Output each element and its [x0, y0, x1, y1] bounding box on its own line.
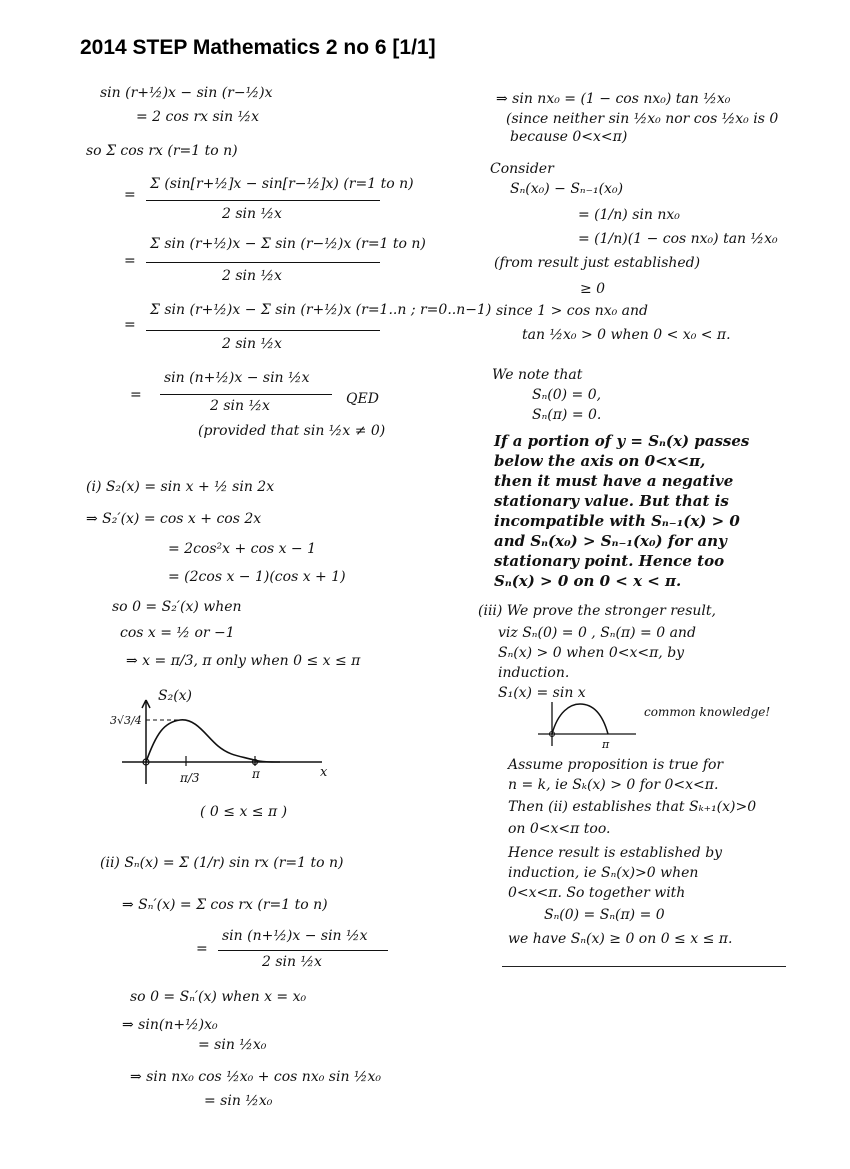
part-i-cos-values: cos x = ½ or −1	[120, 625, 235, 641]
fraction-numerator: Σ sin (r+½)x − Σ sin (r−½)x (r=1 to n)	[150, 236, 426, 252]
identity-line: sin (r+½)x − sin (r−½)x	[100, 85, 273, 101]
part-ii-derivative: ⇒ Sₙ′(x) = Σ cos rx (r=1 to n)	[122, 897, 328, 913]
note-line: We note that	[492, 367, 583, 383]
sum-cos-intro: so Σ cos rx (r=1 to n)	[86, 143, 238, 159]
bold-line: then it must have a negative	[494, 472, 734, 490]
conclusion-line: n = k, ie Sₖ(x) > 0 for 0<x<π.	[508, 777, 719, 793]
part-ii-step: = sin ½x₀	[198, 1037, 267, 1053]
page-title: 2014 STEP Mathematics 2 no 6 [1/1]	[80, 36, 436, 59]
bold-line: If a portion of y = Sₙ(x) passes	[494, 432, 750, 450]
conclusion-line: Assume proposition is true for	[508, 757, 724, 773]
conclusion-line: Sₙ(0) = Sₙ(π) = 0	[544, 907, 665, 923]
right-line: Consider	[490, 161, 554, 177]
part-iii-line: viz Sₙ(0) = 0 , Sₙ(π) = 0 and	[498, 625, 696, 641]
right-line: (from result just established)	[494, 255, 701, 271]
eq-sign: =	[130, 387, 142, 403]
conclusion-line: Then (ii) establishes that Sₖ₊₁(x)>0	[508, 799, 757, 815]
right-line: = (1/n) sin nx₀	[578, 207, 680, 223]
part-i-condition: so 0 = S₂′(x) when	[112, 599, 242, 615]
part-iii-line: induction.	[498, 665, 570, 681]
ymax-label: 3√3/4	[110, 714, 142, 727]
fraction-numerator: sin (n+½)x − sin ½x	[222, 928, 368, 944]
s2-sketch	[100, 684, 350, 830]
conclusion-line: on 0<x<π too.	[508, 821, 611, 837]
part-iii-line: (iii) We prove the stronger result,	[478, 603, 716, 619]
part-i-step: = 2cos²x + cos x − 1	[168, 541, 317, 557]
end-rule	[502, 966, 786, 967]
fraction-bar	[218, 950, 388, 951]
fraction-numerator: Σ (sin[r+½]x − sin[r−½]x) (r=1 to n)	[150, 176, 414, 192]
bold-line: below the axis on 0<x<π,	[494, 452, 706, 470]
sine-sketch	[536, 694, 796, 754]
fraction-denominator: 2 sin ½x	[222, 206, 282, 222]
common-knowledge-note: common knowledge!	[644, 705, 771, 719]
s2-curve	[146, 720, 280, 762]
eq-sign: =	[124, 187, 136, 203]
part-i-function: (i) S₂(x) = sin x + ½ sin 2x	[86, 479, 275, 495]
right-line: ⇒ sin nx₀ = (1 − cos nx₀) tan ½x₀	[496, 91, 731, 107]
fraction-denominator: 2 sin ½x	[210, 398, 270, 414]
part-iii-line: S₁(x) = sin x	[498, 685, 586, 701]
xlabel: x	[320, 765, 328, 780]
fraction-bar	[146, 330, 380, 331]
right-line: ≥ 0	[580, 281, 606, 297]
qed-mark: QED	[346, 391, 379, 407]
eq-sign: =	[124, 253, 136, 269]
sine-curve	[552, 704, 608, 734]
part-iii-line: Sₙ(x) > 0 when 0<x<π, by	[498, 645, 685, 661]
proviso-note: (provided that sin ½x ≠ 0)	[198, 423, 386, 439]
part-i-factorised: = (2cos x − 1)(cos x + 1)	[168, 569, 346, 585]
part-ii-expansion-rhs: = sin ½x₀	[204, 1093, 273, 1109]
eq-sign: =	[196, 941, 208, 957]
part-ii-stationary: so 0 = Sₙ′(x) when x = x₀	[130, 989, 307, 1005]
identity-result: = 2 cos rx sin ½x	[136, 109, 260, 125]
right-line: because 0<x<π)	[510, 129, 628, 145]
conclusion-line: Hence result is established by	[508, 845, 723, 861]
part-ii-expansion: ⇒ sin nx₀ cos ½x₀ + cos nx₀ sin ½x₀	[130, 1069, 381, 1085]
domain-note: ( 0 ≤ x ≤ π )	[200, 804, 288, 820]
part-i-solutions: ⇒ x = π/3, π only when 0 ≤ x ≤ π	[126, 653, 361, 669]
note-line: Sₙ(π) = 0.	[532, 407, 602, 423]
bold-line: stationary point. Hence too	[494, 552, 725, 570]
fraction-denominator: 2 sin ½x	[262, 954, 322, 970]
bold-line: Sₙ(x) > 0 on 0 < x < π.	[494, 572, 682, 590]
ylabel: S₂(x)	[158, 688, 193, 704]
fraction-bar	[146, 200, 380, 201]
conclusion-line: we have Sₙ(x) ≥ 0 on 0 ≤ x ≤ π.	[508, 931, 733, 947]
bold-line: stationary value. But that is	[494, 492, 729, 510]
part-ii-function: (ii) Sₙ(x) = Σ (1/r) sin rx (r=1 to n)	[100, 855, 344, 871]
right-line: Sₙ(x₀) − Sₙ₋₁(x₀)	[510, 181, 624, 197]
right-line: since 1 > cos nx₀ and	[496, 303, 648, 319]
eq-sign: =	[124, 317, 136, 333]
fraction-denominator: 2 sin ½x	[222, 336, 282, 352]
right-line: (since neither sin ½x₀ nor cos ½x₀ is 0	[506, 111, 779, 127]
right-line: = (1/n)(1 − cos nx₀) tan ½x₀	[578, 231, 778, 247]
note-line: Sₙ(0) = 0,	[532, 387, 602, 403]
fraction-numerator: Σ sin (r+½)x − Σ sin (r+½)x (r=1..n ; r=0..n−1)	[150, 302, 492, 318]
fraction-denominator: 2 sin ½x	[222, 268, 282, 284]
tick-mid-label: π/3	[180, 771, 200, 785]
fraction-bar	[160, 394, 332, 395]
tick-end-label: π	[252, 767, 260, 781]
pi-label: π	[602, 738, 610, 751]
fraction-numerator: sin (n+½)x − sin ½x	[164, 370, 310, 386]
bold-line: incompatible with Sₙ₋₁(x) > 0	[494, 512, 740, 530]
part-i-derivative: ⇒ S₂′(x) = cos x + cos 2x	[86, 511, 262, 527]
part-ii-step: ⇒ sin(n+½)x₀	[122, 1017, 218, 1033]
fraction-bar	[146, 262, 380, 263]
right-line: tan ½x₀ > 0 when 0 < x₀ < π.	[522, 327, 731, 343]
conclusion-line: induction, ie Sₙ(x)>0 when	[508, 865, 699, 881]
bold-line: and Sₙ(x₀) > Sₙ₋₁(x₀) for any	[494, 532, 727, 550]
conclusion-line: 0<x<π. So together with	[508, 885, 686, 901]
